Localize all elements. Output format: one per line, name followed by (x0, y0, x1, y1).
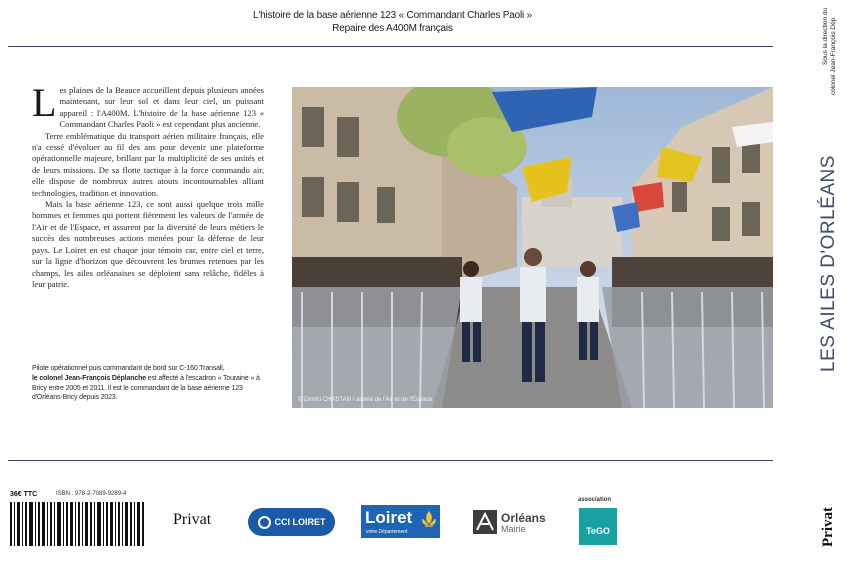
spine-direction (812, 5, 842, 95)
orleans-mark-icon (473, 510, 497, 534)
paragraph-3: Mais la base aérienne 123, ce sont aussi quelque trois mille hommes et femmes qui portent fièrement les valeurs de l'armée de l'Air et de l'Espace, et assurent par la diversité de leurs métiers le succès des nombreuses actions menées pour la défense de leur pays. Le Loiret en est chaque jour témoin car, entre ciel et terre, sur la ligne d'horizon que découvrent les brumes retenues par les champs, les ailes orléanaises se déploient sans relâche, fidèles à leur patrie. (32, 199, 264, 289)
author-caption (32, 364, 264, 403)
body-text (32, 80, 264, 290)
bottom-divider (8, 460, 773, 461)
cci-mark-icon (258, 516, 271, 529)
dropcap: L (32, 80, 57, 125)
isbn: ISBN : 978-2-7089-9289-4 (56, 491, 127, 497)
spine-direction-line-1: Sous la direction du (822, 7, 829, 65)
header-line-1: L'histoire de la base aérienne 123 « Commandant Charles Paoli » (253, 10, 532, 21)
caption-part-1: Pilote opérationnel puis commandant de bord sur C-160 Transall, (32, 365, 225, 372)
loiret-logo-subtext: votre Département (366, 529, 408, 535)
barcode (10, 502, 146, 546)
fleur-de-lis-icon (421, 511, 437, 531)
tego-logo-top: association (578, 497, 612, 503)
caption-part-2: est affecté à l'escadron « Touraine » à Bricy entre 2005 et 2011. Il est le commandant de la base aérienne 123 d'Orléans-Bricy depuis 2023. (32, 374, 260, 402)
paragraph-2: Terre emblématique du transport aérien militaire français, elle n'a cessé d'évoluer au fil des ans pour devenir une plateforme opérationnelle majeure, brillant par la multiplicité de ses unités et de leurs missions. De sa flotte tactique à la force commando air, elle dispose de nombreux autres atouts incontournables alliant technologies, tradition et innovation. (32, 130, 264, 198)
header-line-2: Repaire des A400M français (332, 23, 453, 34)
parade-photo (292, 87, 773, 408)
spine-publisher: Privat (820, 507, 836, 547)
orleans-logo-subtext: Mairie (501, 524, 526, 534)
cci-loiret-logo (248, 508, 335, 536)
spine-direction-line-2: colonel Jean-François Dép (830, 17, 837, 95)
parade-photo-illustration (292, 87, 773, 408)
author-name: le colonel Jean-François Déplanche (32, 374, 146, 382)
photo-credit: © Dimitri CHASTAN / armée de l'Air et de l'Espace (298, 397, 432, 403)
paragraph-1 (32, 80, 264, 131)
privat-logo: Privat (173, 511, 212, 528)
spine-title: LES AILES D'ORLÉANS (818, 155, 839, 372)
top-divider (8, 46, 773, 47)
paragraph-1-text: es plaines de la Beauce accueillent depuis plusieurs années maintenant, sur leur sol et dans leur ciel, un puissant appareil : l'A400M. L'histoire de la base aérienne 123 « Commandant Charles Paoli » est cependant plus ancienne. (59, 85, 264, 130)
orleans-mairie-logo (473, 510, 553, 536)
tego-logo (578, 497, 620, 547)
header-title (190, 9, 595, 35)
cci-logo-text: CCI LOIRET (274, 517, 326, 527)
price: 36€ TTC (10, 491, 38, 498)
tego-logo-box: TeGO (579, 508, 617, 545)
loiret-logo-text: Loiret (365, 508, 413, 527)
orleans-logo-text: Orléans (501, 511, 546, 525)
loiret-logo (361, 505, 440, 538)
